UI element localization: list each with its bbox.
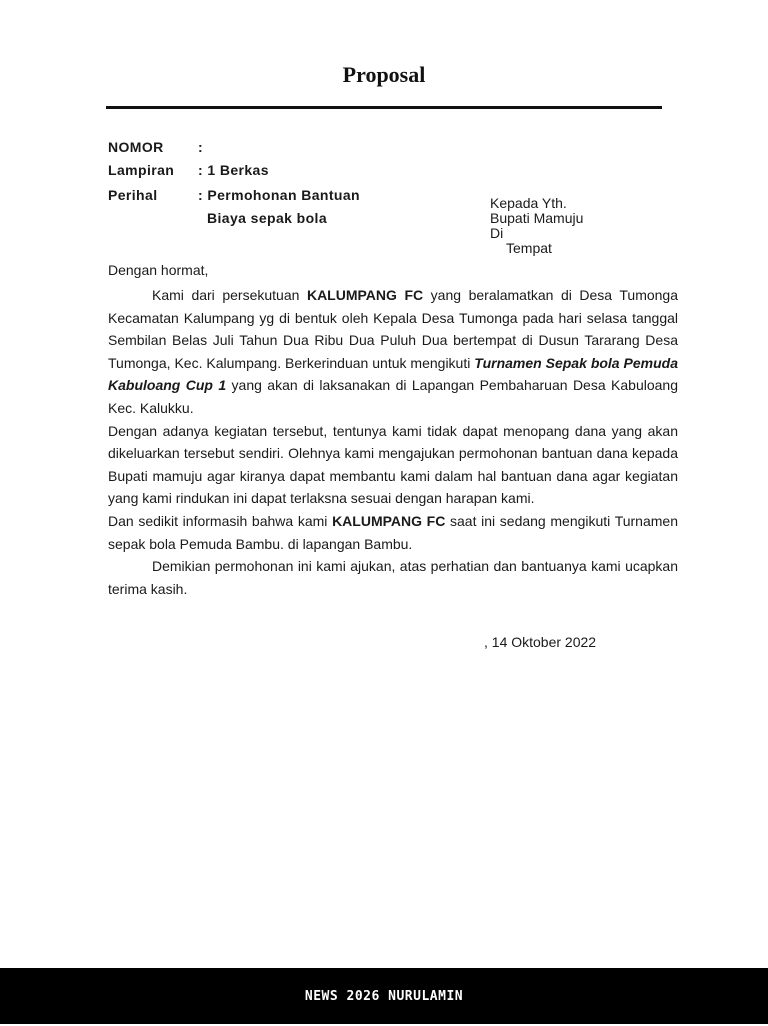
title-underline — [106, 106, 662, 109]
paragraph-3 — [108, 510, 678, 555]
recipient-line-3: Di — [490, 225, 504, 241]
perihal-value-cont: Biaya sepak bola — [207, 210, 328, 226]
paragraph-1 — [108, 284, 678, 420]
nomor-value: : — [198, 139, 204, 155]
perihal-value: : Permohonan Bantuan — [198, 187, 361, 203]
text-run: yang akan di laksanakan di Lapangan Pembaharuan Desa Kabuloang Kec. Kalukku. — [108, 377, 678, 416]
tournament-name: Turnamen Sepak bola Pemuda Kabuloang Cup 1 — [108, 354, 678, 394]
footer-banner: NEWS 2026 NURULAMIN — [0, 968, 768, 1024]
recipient-line-4: Tempat — [506, 240, 552, 256]
recipient-line-2: Bupati Mamuju — [490, 210, 584, 226]
club-name: KALUMPANG FC — [306, 287, 424, 303]
club-name: KALUMPANG FC — [332, 512, 446, 529]
text-run: Kami dari persekutuan — [152, 287, 307, 303]
letter-body — [108, 284, 678, 600]
nomor-label: NOMOR — [108, 139, 164, 155]
paragraph-2: Dengan adanya kegiatan tersebut, tentunya kami tidak dapat menopang dana yang akan dikeluarkan tersebut sendiri. Olehnya kami mengajukan permohonan bantuan dana kepada Bupati mamuju agar kiranya dapat membantu kami dalam hal bantuan dana agar kegiatan yang kami rindukan ini dapat terlaksna sesuai dengan harapan kami. — [108, 422, 678, 507]
lampiran-label: Lampiran — [108, 162, 175, 178]
text-run: Dan sedikit informasih bahwa kami — [108, 512, 333, 529]
text-run: saat ini sedang mengikuti Turnamen sepak bola Pemuda Bambu. di lapangan Bambu. — [108, 512, 678, 552]
greeting: Dengan hormat, — [108, 262, 209, 278]
perihal-label: Perihal — [108, 187, 158, 203]
recipient-line-1: Kepada Yth. — [490, 195, 567, 211]
letter-date: , 14 Oktober 2022 — [484, 634, 597, 650]
document-title: Proposal — [342, 62, 426, 87]
text-run: yang beralamatkan di Desa Tumonga Kecamatan Kalumpang yg di bentuk oleh Kepala Desa Tumonga pada hari selasa tanggal Sembilan Belas Juli Tahun Dua Ribu Dua Puluh Dua bertempat di Dusun Tararang Desa Tumonga, Kec. Kalumpang. Berkerinduan untuk mengikuti — [108, 287, 678, 371]
paragraph-4: Demikian permohonan ini kami ajukan, atas perhatian dan bantuanya kami ucapkan terima kasih. — [108, 558, 678, 597]
lampiran-value: : 1 Berkas — [198, 162, 269, 178]
